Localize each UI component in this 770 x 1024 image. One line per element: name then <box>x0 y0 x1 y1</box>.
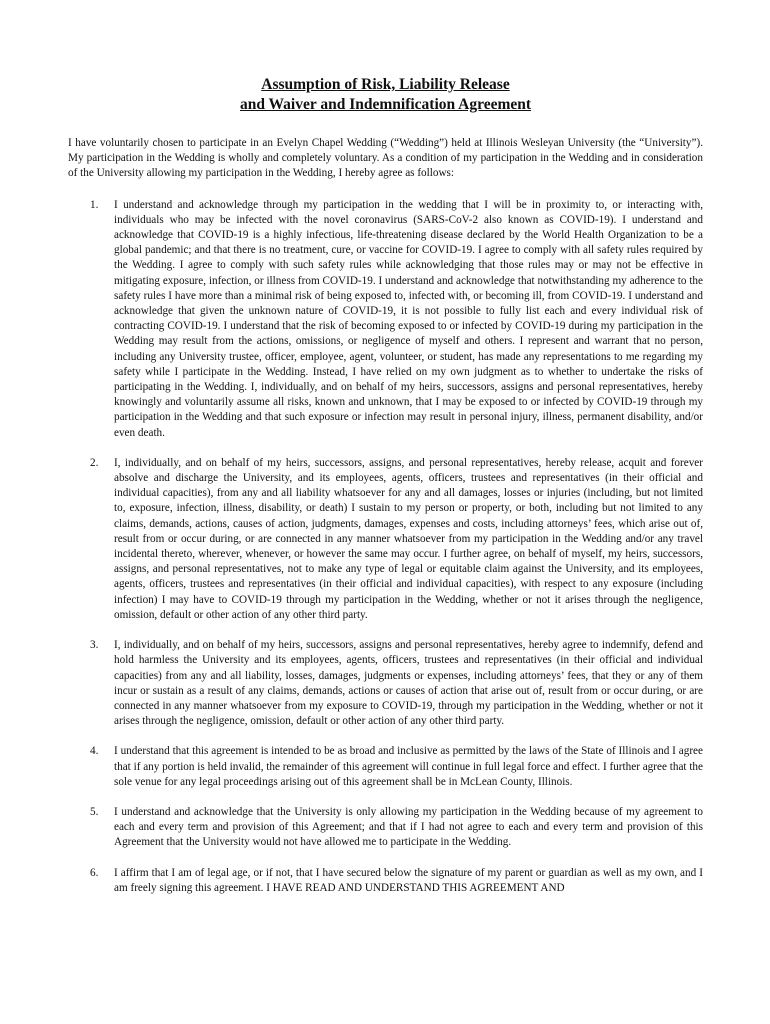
agreement-item-5 <box>68 805 703 851</box>
agreement-item-3 <box>68 638 703 729</box>
item-text: I understand that this agreement is intended to be as broad and inclusive as permitted by the laws of the State of Illinois and I agree that if any portion is held invalid, the remainder of this agreement will continue in full legal force and effect. I further agree that the sole venue for any legal proceedings arising out of this agreement shall be in McLean County, Illinois. <box>114 745 703 788</box>
item-text: I understand and acknowledge through my participation in the wedding that I will be in proximity to, or interacting with, individuals who may be infected with the novel coronavirus (SARS-CoV-2 also known as COVID-19). I understand and acknowledge that COVID-19 is a highly infectious, life-threatening disease declared by the World Health Organization to be a global pandemic; and that there is no treatment, cure, or vaccine for COVID-19. I agree to comply with all safety rules required by the Wedding. I agree to comply with such safety rules while acknowledging that those rules may or may not be effective in mitigating exposure, infection, or illness from COVID-19. I understand and acknowledge that notwithstanding my adherence to the safety rules I have more than a minimal risk of being exposed to, infected with, or becoming ill, from COVID-19. I understand and acknowledge that given the unknown nature of COVID-19, it is not possible to fully list each and every individual risk of contracting COVID-19. I understand that the risk of becoming exposed to or infected by COVID-19 during my participation in the Wedding may result from the actions, omissions, or negligence of myself and others. I represent and warrant that no person, including any University trustee, officer, employee, agent, volunteer, or student, has made any representations to me regarding my safety while I participate in the Wedding. Instead, I have relied on my own judgment as to whether to undertake the risks of participating in the Wedding. I, individually, and on behalf of my heirs, successors, assigns and personal representatives, hereby knowingly and voluntarily assume all risks, known and unknown, that I may be exposed to or infected by COVID-19 through my participation in the Wedding and that such exposure or infection may result in personal injury, illness, permanent disability, and/or even death. <box>114 198 703 439</box>
item-text: I understand and acknowledge that the University is only allowing my participation in the Wedding because of my agreement to each and every term and provision of this Agreement; and that if I had not agree to each and every term and provision of this Agreement that the University would not have allowed me to participate in the Wedding. <box>114 805 703 849</box>
document-title <box>68 75 703 115</box>
agreement-item-2 <box>68 456 703 623</box>
item-number: 1. <box>90 198 99 211</box>
item-text: I, individually, and on behalf of my heirs, successors, assigns and personal representatives, hereby agree to indemnify, defend and hold harmless the University and its employees, agents, officers, trustees and representatives (in their official and individual capacities) from any and all liability, losses, damages, judgments or expenses, including attorneys’ fees, that they or any of them incur or sustain as a result of any claims, demands, actions or causes of action that arise out of, result from or occur during, or are connected in any manner whatsoever from my exposure to COVID-19, through my participation in the Wedding, whether or not it arises through the negligence, omission, default or other action of any other third party. <box>114 639 703 728</box>
item-number: 6. <box>90 866 99 879</box>
agreement-item-6 <box>68 866 703 896</box>
agreement-item-4 <box>68 744 703 790</box>
item-number: 3. <box>90 639 99 652</box>
title-line-1: Assumption of Risk, Liability Release <box>261 76 510 93</box>
item-number: 2. <box>90 456 99 469</box>
item-text: I affirm that I am of legal age, or if not, that I have secured below the signature of my parent or guardian as well as my own, and I am freely signing this agreement. I HAVE READ AND UNDERSTAND THIS AGREEMENT AND <box>114 866 703 894</box>
item-number: 5. <box>90 805 99 818</box>
title-line-2: and Waiver and Indemnification Agreement <box>239 96 532 113</box>
item-text: I, individually, and on behalf of my heirs, successors, assigns, and personal representatives, hereby release, acquit and forever absolve and discharge the University, and its employees, agents, officers, trustees and representatives (in their official and individual capacities), from any and all liability whatsoever for any and all damages, losses or injuries (including, but not limited to, exposure, infection, illness, disability, or death) I sustain to my person or property, or both, including but not limited to any claims, demands, actions, causes of action, judgments, damages, expenses and costs, including attorneys’ fees, which arise out of, result from or occur during, or are connected in any manner whatsoever from my participation in the Wedding and/or any travel incidental thereto, wherever, whenever, or however the same may occur. I further agree, on behalf of myself, my heirs, successors, assigns, and personal representatives, not to make any type of legal or equitable claim against the University, and its employees, agents, officers, trustees and representatives (in their official and individual capacities), with respect to any exposure (including infection) I may have to COVID-19 through my participation in the Wedding, whether or not it arises through the negligence, omission, default or other action of any other third party. <box>114 456 703 621</box>
item-number: 4. <box>90 745 99 758</box>
intro-paragraph: I have voluntarily chosen to participate in an Evelyn Chapel Wedding (“Wedding”) held at Illinois Wesleyan University (the “University”). My participation in the Wedding is wholly and completely voluntary. As a condition of my participation in the Wedding and in consideration of the University allowing my participation in the Wedding, I hereby agree as follows: <box>68 137 703 180</box>
agreement-list <box>68 198 703 896</box>
agreement-item-1 <box>68 198 703 441</box>
